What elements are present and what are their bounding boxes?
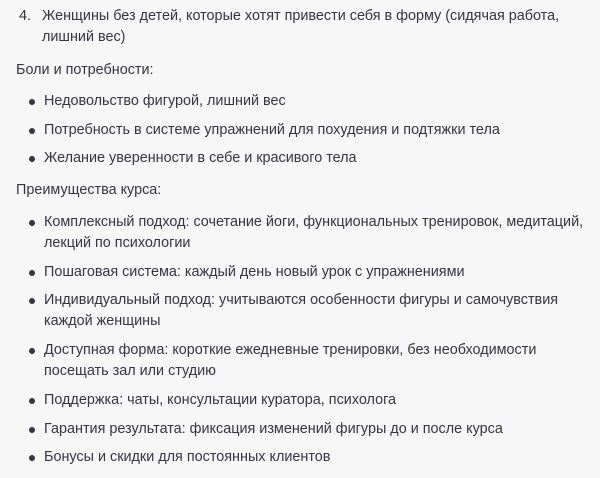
bullet-icon <box>29 128 35 134</box>
section-heading-pains: Боли и потребности: <box>16 62 154 78</box>
bullet-icon <box>29 298 35 304</box>
bullet-icon <box>29 270 35 276</box>
bullet-list-item <box>26 340 586 382</box>
bullet-list-item <box>26 212 586 254</box>
bullet-icon <box>29 220 35 226</box>
bullet-text: Комплексный подход: сочетание йоги, функциональных тренировок, медитаций, лекций по психологии <box>44 214 584 251</box>
bullet-list-item <box>26 148 586 169</box>
bullet-icon <box>29 427 35 433</box>
bullet-text: Поддержка: чаты, консультации куратора, психолога <box>44 392 397 408</box>
bullet-list-item <box>26 390 586 411</box>
bullet-list-item <box>26 447 586 468</box>
section-heading-advantages: Преимущества курса: <box>16 182 162 198</box>
bullet-text: Индивидуальный подход: учитываются особенности фигуры и самочувствия каждой женщины <box>44 292 559 329</box>
bullet-text: Бонусы и скидки для постоянных клиентов <box>44 449 331 465</box>
bullet-text: Потребность в системе упражнений для похудения и подтяжки тела <box>44 122 500 138</box>
bullet-text: Желание уверенности в себе и красивого тела <box>44 150 357 166</box>
bullet-icon <box>29 398 35 404</box>
bullet-list-item <box>26 120 586 141</box>
bullet-icon <box>29 348 35 354</box>
list-number: 4. <box>19 8 32 24</box>
bullet-text: Недовольство фигурой, лишний вес <box>44 93 286 109</box>
bullet-list-item <box>26 262 586 283</box>
bullet-text: Гарантия результата: фиксация изменений фигуры до и после курса <box>44 421 503 437</box>
bullet-list-item <box>26 290 586 332</box>
list-item-text: Женщины без детей, которые хотят привести себя в форму (сидячая работа, лишний вес) <box>42 8 560 45</box>
bullet-icon <box>29 156 35 162</box>
bullet-text: Доступная форма: короткие ежедневные тренировки, без необходимости посещать зал или студию <box>44 342 537 379</box>
bullet-list-item <box>26 419 586 440</box>
bullet-icon <box>29 99 35 105</box>
bullet-icon <box>29 455 35 461</box>
bullet-text: Пошаговая система: каждый день новый урок с упражнениями <box>44 264 465 280</box>
numbered-list-item <box>19 6 589 48</box>
bullet-list-item <box>26 91 586 112</box>
